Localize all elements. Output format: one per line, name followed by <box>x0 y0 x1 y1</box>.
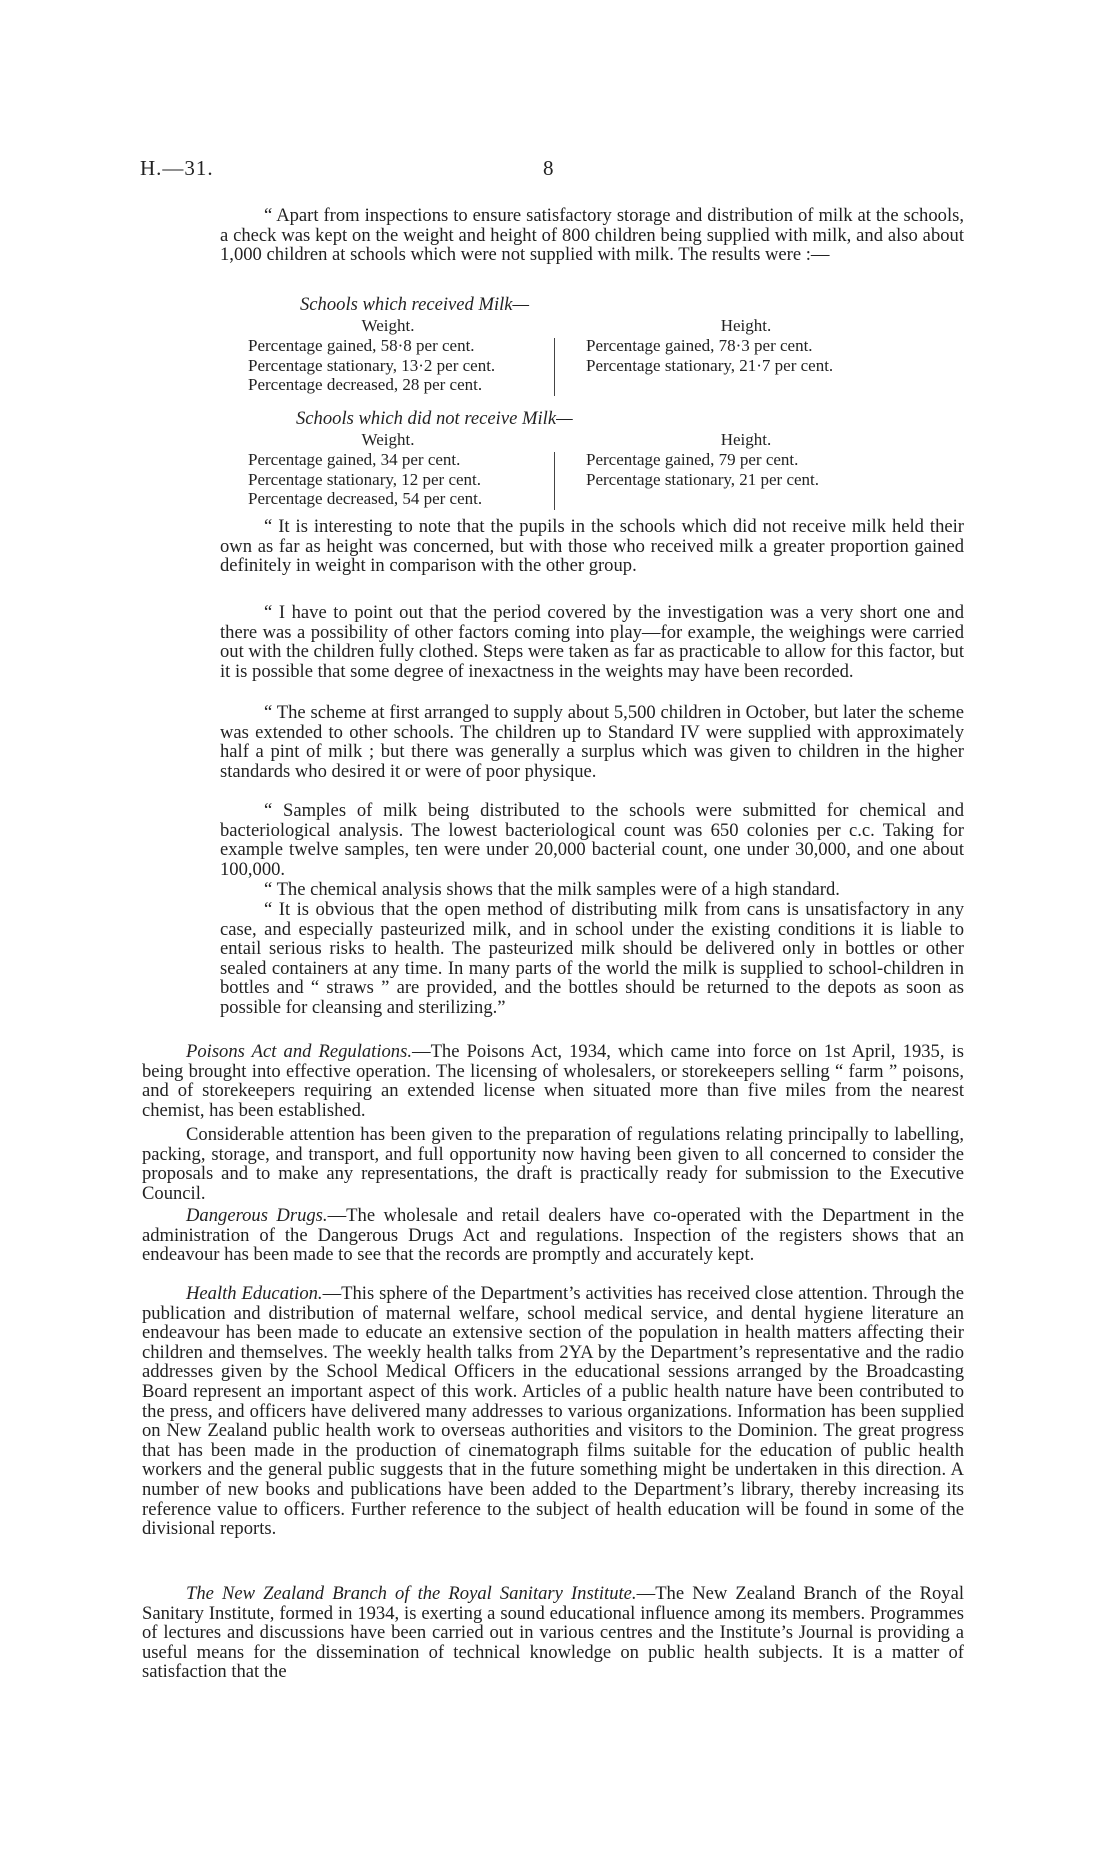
section-text: —The wholesale and retail dealers have co-operated with the Department in the administration of the Dangerous Drugs Act and regulations. Inspection of the registers shows that an endeavour has been made to see that the records are promptly and accurately kept. <box>142 1205 964 1266</box>
section-text: —The New Zealand Branch of the Royal Sanitary Institute, formed in 1934, is exerting a sound educational influence among its members. Programmes of lectures and discussions have been carried out in various centres and the Institute’s Journal is providing a useful means for the dissemination of technical knowledge on public health subjects. It is a matter of satisfaction that the <box>142 1583 964 1683</box>
section-paragraph <box>142 1584 964 1682</box>
quoted-paragraph: “ The scheme at first arranged to supply about 5,500 children in October, but later the scheme was extended to other schools. The children up to Standard IV were supplied with approximately half a pint of milk ; but there was generally a surplus which was given to children in the higher standards who desired it or were of poor physique. <box>220 702 964 782</box>
section-text: Considerable attention has been given to the preparation of regulations relating principally to labelling, packing, storage, and transport, and full opportunity now having been given to all concerned to consider the proposals and to make any representations, the draft is practically ready for submission to the Executive Council. <box>142 1124 964 1204</box>
intro-paragraph: “ Apart from inspections to ensure satisfactory storage and distribution of milk at the schools, a check was kept on the weight and height of 800 children being supplied with milk, and also about 1,000 children at schools which were not supplied with milk. The results were :— <box>220 205 964 266</box>
table-2-weight-column <box>248 430 558 509</box>
section-title: Dangerous Drugs. <box>186 1205 328 1226</box>
table-2-weight-heading: Weight. <box>361 430 415 449</box>
section-paragraph <box>142 1284 964 1539</box>
section-paragraph <box>142 1042 964 1120</box>
table-1-height-row: Percentage stationary, 21·7 per cent. <box>586 355 834 375</box>
section-title: Health Education. <box>186 1283 323 1304</box>
table-1 <box>248 316 888 396</box>
quoted-paragraph: “ The chemical analysis shows that the milk samples were of a high standard. <box>264 879 840 900</box>
table-1-weight-row: Percentage decreased, 28 per cent. <box>248 375 483 395</box>
page-number: 8 <box>543 156 554 180</box>
table-1-height-column <box>586 316 886 375</box>
section-text: —The Poisons Act, 1934, which came into force on 1st April, 1935, is being brought into effective operation. The licensing of wholesalers, or storekeepers selling “ farm ” poisons, and of storekeepers requiring an extended license when situated more than five miles from the nearest chemist, has been established. <box>142 1041 964 1121</box>
section-text: —This sphere of the Department’s activities has received close attention. Through the publication and distribution of maternal welfare, school medical service, and dental hygiene literature an endeavour has been made to educate an extensive section of the population in health matters affecting their children and themselves. The weekly health talks from 2YA by the Department’s representative and the radio addresses given by the School Medical Officers in the educational sessions arranged by the Broadcasting Board represent an important aspect of this work. Articles of a public health nature have been contributed to the press, and officers have delivered many addresses to various organizations. Information has been supplied on New Zealand public health work to overseas authorities and visitors to the Dominion. The great progress that has been made in the production of cinematograph films suitable for the education of public health workers and the general public suggests that in the future something might be undertaken in this direction. A number of new books and publications have been added to the Department’s library, thereby increasing its reference value to officers. Further reference to the subject of health education will be found in some of the divisional reports. <box>142 1283 964 1540</box>
table-1-height-row: Percentage gained, 78·3 per cent. <box>586 335 813 355</box>
table-2-height-row: Percentage stationary, 21 per cent. <box>586 469 820 489</box>
table-2-height-column <box>586 430 886 489</box>
table-2-weight-row: Percentage gained, 34 per cent. <box>248 449 461 469</box>
section-paragraph <box>142 1206 964 1265</box>
table-1-weight-row: Percentage stationary, 13·2 per cent. <box>248 355 496 375</box>
quoted-paragraph: “ Samples of milk being distributed to the schools were submitted for chemical and bacteriological analysis. The lowest bacteriological count was 650 colonies per c.c. Taking for example twelve samples, ten were under 20,000 bacterial count, one under 30,000, and one about 100,000. <box>220 800 964 880</box>
table-2-height-heading: Height. <box>720 430 772 449</box>
table-1-weight-column <box>248 316 558 395</box>
table-2-height-row: Percentage gained, 79 per cent. <box>586 449 799 469</box>
table-1-heading: Schools which received Milk— <box>300 294 530 315</box>
table-2-divider <box>554 452 555 510</box>
report-reference: H.—31. <box>140 156 214 180</box>
table-1-height-heading: Height. <box>720 316 772 335</box>
section-title: The New Zealand Branch of the Royal Sanitary Institute. <box>186 1583 637 1604</box>
table-2-weight-row: Percentage decreased, 54 per cent. <box>248 489 483 509</box>
section-paragraph <box>142 1125 964 1203</box>
table-2-weight-row: Percentage stationary, 12 per cent. <box>248 469 482 489</box>
table-1-weight-heading: Weight. <box>361 316 415 335</box>
table-1-weight-row: Percentage gained, 58·8 per cent. <box>248 335 475 355</box>
quoted-paragraph: “ It is obvious that the open method of distributing milk from cans is unsatisfactory in any case, and especially pasteurized milk, and in school under the existing conditions it is liable to entail serious risks to health. The pasteurized milk should be delivered only in bottles or other sealed containers at any time. In many parts of the world the milk is supplied to school-children in bottles and “ straws ” are provided, and the bottles should be returned to the depots as soon as possible for cleansing and sterilizing.” <box>220 899 964 1018</box>
quoted-paragraph: “ I have to point out that the period covered by the investigation was a very short one and there was a possibility of other factors coming into play—for example, the weighings were carried out with the children fully clothed. Steps were taken as far as practicable to allow for this factor, but it is possible that some degree of inexactness in the weights may have been recorded. <box>220 602 964 682</box>
quoted-paragraph: “ It is interesting to note that the pupils in the schools which did not receive milk held their own as far as height was concerned, but with those who received milk a greater proportion gained definitely in weight in comparison with the other group. <box>220 516 964 577</box>
section-title: Poisons Act and Regulations. <box>186 1041 412 1062</box>
table-1-divider <box>554 338 555 396</box>
table-2-heading: Schools which did not receive Milk— <box>296 408 573 429</box>
table-2 <box>248 430 888 510</box>
